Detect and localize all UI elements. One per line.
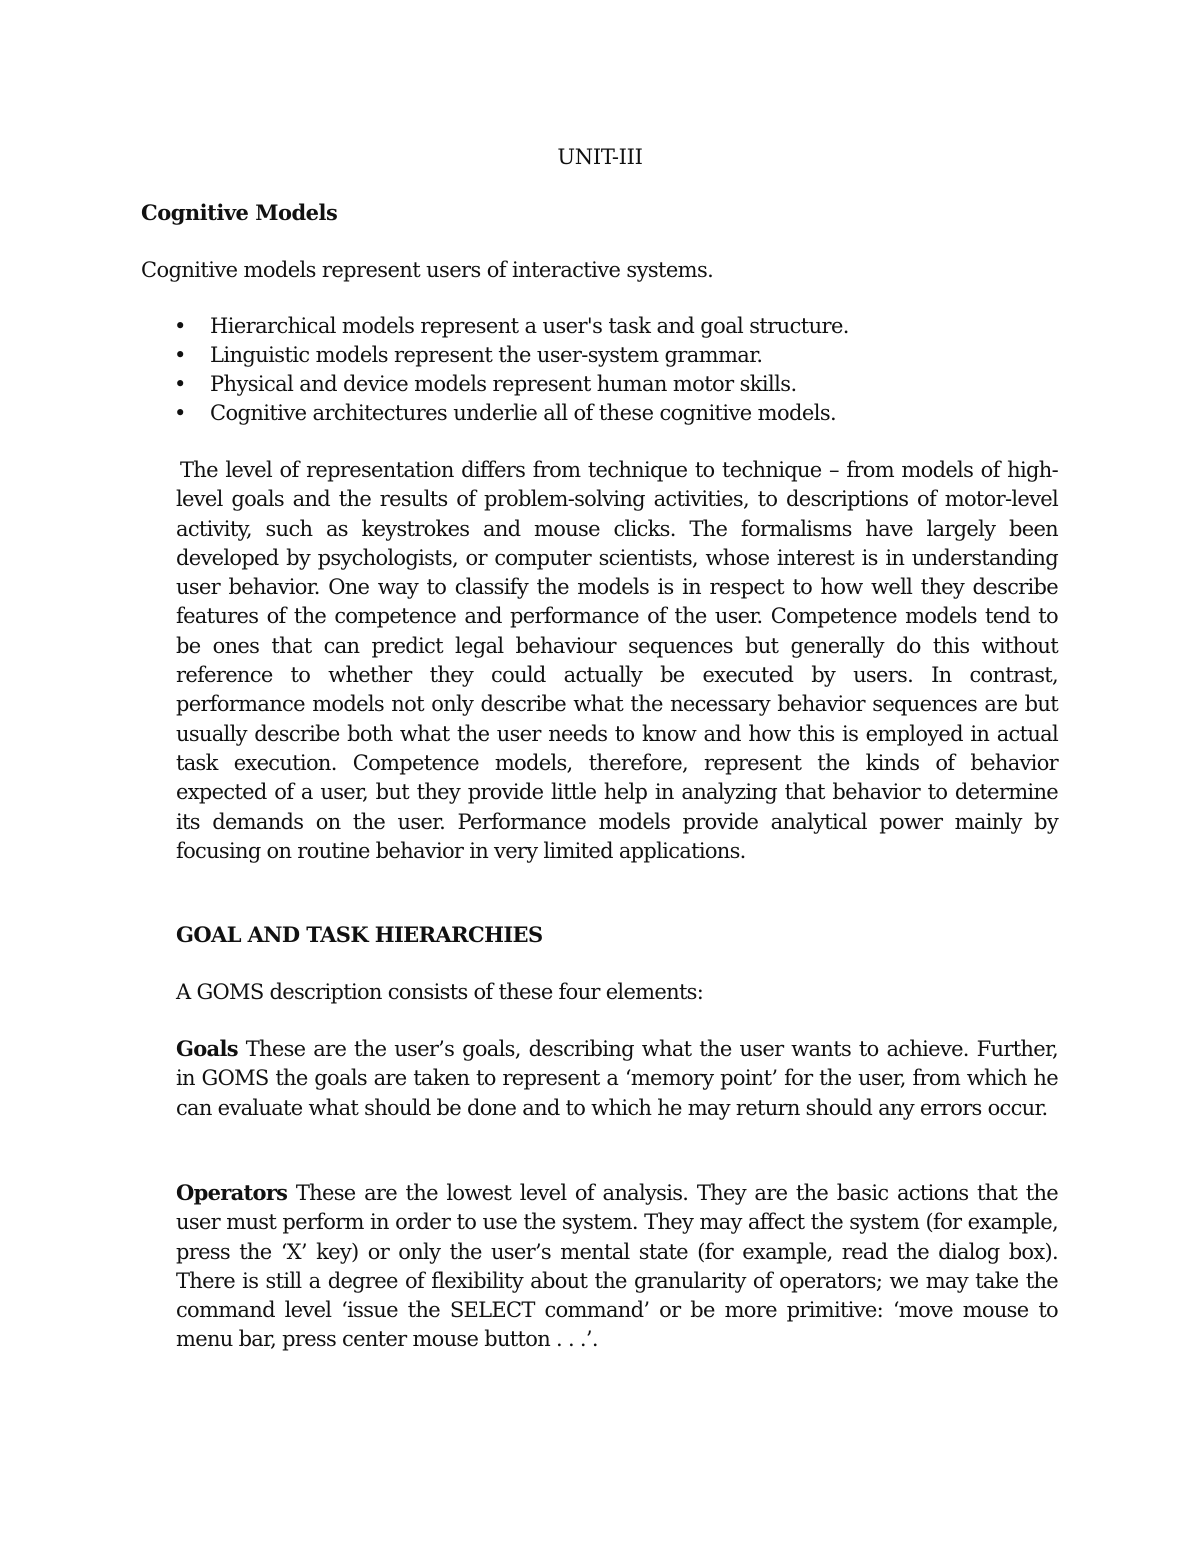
list-item-text: Linguistic models represent the user-system grammar. [210,343,763,367]
section-heading: Cognitive Models [141,200,338,225]
list-item-text: Hierarchical models represent a user's task and goal structure. [210,314,849,338]
list-item [170,341,849,370]
unit-title: UNIT-III [557,145,643,169]
bullet-icon: • [174,401,186,425]
bullet-icon: • [174,343,186,367]
bullet-icon: • [174,314,186,338]
list-item-text: Physical and device models represent human motor skills. [210,372,797,396]
goals-paragraph [176,1034,1058,1123]
goals-text: These are the user’s goals, describing what the user wants to achieve. Further, in GOMS the goals are taken to represent a ‘memory point’ for the user, from which he can evaluate what should be done and to which he may return should any errors occur. [176,1037,1058,1120]
operators-paragraph [176,1178,1058,1355]
list-item [170,370,849,399]
goals-term: Goals [176,1036,238,1061]
list-item-text: Cognitive architectures underlie all of these cognitive models. [210,401,837,425]
list-item [170,312,849,341]
operators-term: Operators [176,1180,288,1205]
bullet-icon: • [174,372,186,396]
operators-text: These are the lowest level of analysis. They are the basic actions that the user must perform in order to use the system. They may affect the system (for example, press the ‘X’ key) or only the user’s mental state (for example, read the dialog box). There is still a degree of flexibility about the granularity of operators; we may take the command level ‘issue the SELECT command’ or be more primitive: ‘move mouse to menu bar, press center mouse button . . .’. [176,1181,1058,1352]
goms-intro-paragraph: A GOMS description consists of these four elements: [176,980,704,1004]
goal-task-heading: GOAL AND TASK HIERARCHIES [176,922,543,947]
intro-sentence: Cognitive models represent users of interactive systems. [141,258,714,282]
cognitive-models-list [170,312,849,428]
list-item [170,399,849,428]
representation-level-paragraph: The level of representation differs from technique to technique – from models of high-level goals and the results of problem-solving activities, to descriptions of motor-level activity, such as keystrokes and mouse clicks. The formalisms have largely been developed by psychologists, or computer scientists, whose interest is in understanding user behavior. One way to classify the models is in respect to how well they describe features of the competence and performance of the user. Competence models tend to be ones that can predict legal behaviour sequences but generally do this without reference to whether they could actually be executed by users. In contrast, performance models not only describe what the necessary behavior sequences are but usually describe both what the user needs to know and how this is employed in actual task execution. Competence models, therefore, represent the kinds of behavior expected of a user, but they provide little help in analyzing that behavior to determine its demands on the user. Performance models provide analytical power mainly by focusing on routine behavior in very limited applications. [176,458,1058,863]
